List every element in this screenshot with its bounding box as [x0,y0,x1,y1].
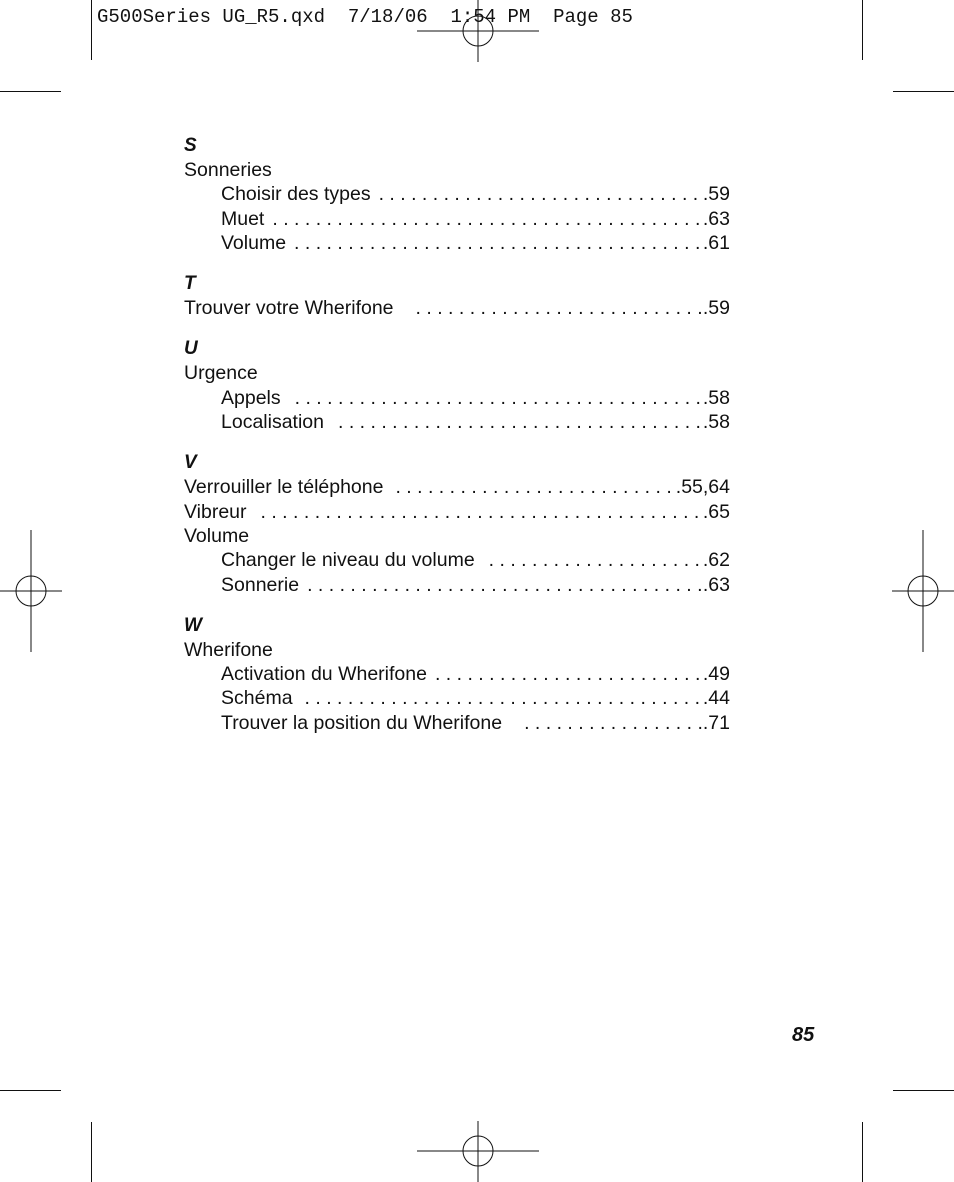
index-entry: Vibreur . . . .65 [184,500,730,524]
crop-mark-bottom-left-horizontal [0,1090,61,1091]
crop-mark-bottom-right-horizontal [893,1090,954,1091]
page-number: 85 [792,1024,815,1046]
index-entry: Changer le niveau du volume . . . .62 [184,548,730,572]
index-entry: Appels . . . .58 [184,386,730,410]
index-letter-s: S [184,135,197,156]
index-heading-volume: Volume [184,524,250,547]
registration-mark-right-icon [892,530,954,652]
index-list [184,134,730,735]
index-letter-t: T [184,273,196,295]
registration-mark-left-icon [0,530,62,652]
index-entry: Activation du Wherifone . . . .49 [184,662,730,686]
registration-mark-bottom-icon [417,1121,539,1182]
crop-mark-bottom-left-vertical [91,1122,92,1182]
index-letter-w: W [184,614,202,636]
index-letter-u: U [184,338,198,360]
index-heading-sonneries: Sonneries [184,159,272,181]
index-entry: Localisation . . . .58 [184,410,730,434]
crop-mark-top-left-vertical [91,0,92,60]
crop-mark-top-right-vertical [862,0,863,60]
index-entry: Trouver la position du Wherifone . . . .71 [184,711,730,735]
crop-mark-top-left-horizontal [0,91,61,92]
index-letter-v: V [184,452,197,474]
index-entry: Trouver votre Wherifone . . . .59 [184,296,730,320]
registration-mark-top-icon [417,0,539,62]
index-entry: Verrouiller le téléphone . . . .55,64 [184,475,730,499]
index-entry: Volume . . . .61 [184,231,730,255]
index-heading-wherifone: Wherifone [184,638,273,661]
index-entry: Sonnerie . . . .63 [184,573,730,597]
file-slug-line: G500Series UG_R5.qxd 7/18/06 1:54 PM Page 85 [97,6,633,28]
crop-mark-bottom-right-vertical [862,1122,863,1182]
index-heading-urgence: Urgence [184,362,258,385]
index-entry: Muet . . . .63 [184,207,730,231]
index-entry: Choisir des types . . . .59 [184,182,730,206]
index-entry: Schéma . . . .44 [184,686,730,710]
crop-mark-top-right-horizontal [893,91,954,92]
